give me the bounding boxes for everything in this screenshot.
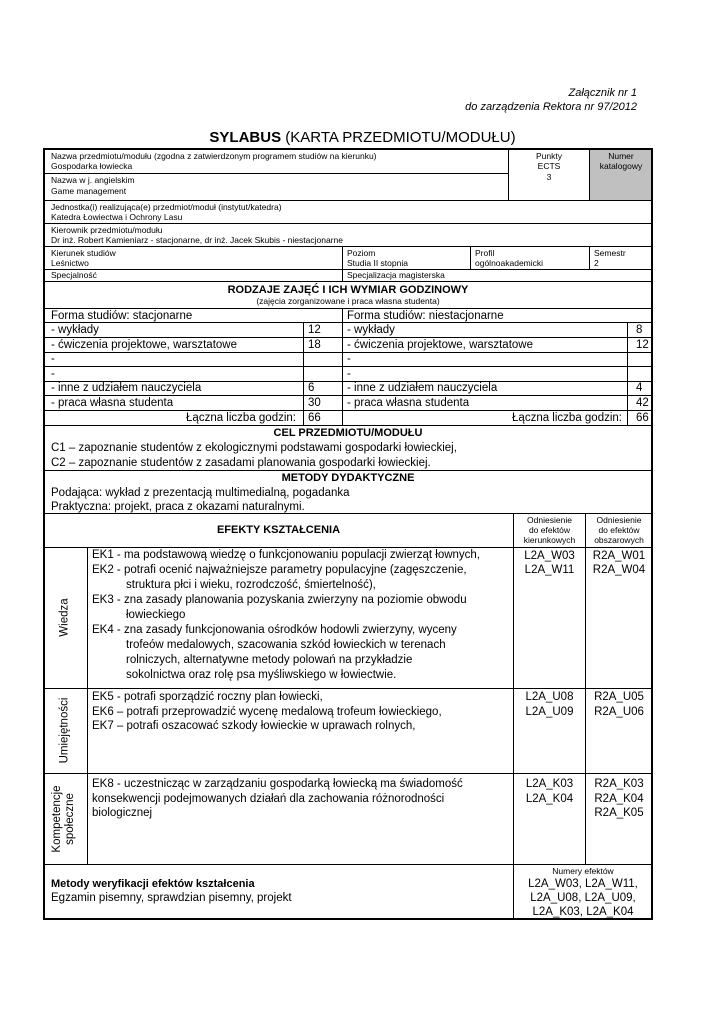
line (44, 173, 508, 174)
line (44, 281, 652, 282)
annex-line-1: Załącznik nr 1 (568, 87, 637, 99)
methods-line-2: Praktyczna: projekt, praca z okazami naturalnymi. (51, 501, 305, 513)
goal-c2: C2 – zapoznanie studentów z zasadami planowania gospodarki łowieckiej. (51, 457, 431, 469)
competence-label-1: Kompetencje (51, 785, 63, 853)
total-n: 66 (636, 412, 649, 424)
ek8a: EK8 - uczestnicząc w zarządzaniu gospodarką łowiecką ma świadomość (92, 778, 463, 790)
hours-heading: RODZAJE ZAJĘĆ I ICH WYMIAR GODZINOWY (227, 284, 469, 296)
total-label-s: Łączna liczba godzin: (186, 412, 296, 424)
line (87, 547, 88, 864)
line (44, 246, 652, 247)
page-title (0, 129, 725, 147)
hours-subheading: (zajęcia zorganizowane i praca własna studenta) (256, 296, 440, 306)
hours-row-nlabel: - praca własna studenta (347, 397, 470, 409)
nonstationary-label: Forma studiów: niestacjonarne (347, 310, 504, 322)
comp-area-1: R2A_K03 (594, 778, 644, 790)
knowledge-label: Wiedza (58, 598, 71, 637)
competence-label (51, 769, 79, 869)
spec-label: Specjalność (51, 270, 97, 280)
skills-area-2: R2A_U06 (594, 706, 644, 718)
ek3a: EK3 - zna zasady planowania pozyskania zwierzyny na poziomie obwodu (92, 594, 467, 606)
ek4a: EK4 - zna zasady funkcjonowania ośrodków hodowli zwierzyny, wyceny (92, 624, 457, 636)
profile-label: Profil (475, 248, 495, 258)
goal-heading: CEL PRZEDMIOTU/MODUŁU (273, 427, 423, 439)
catalog-label-2: katalogowy (599, 161, 643, 171)
line (44, 223, 652, 224)
goal-c1: C1 – zapoznanie studentów z ekologicznymi podstawami gospodarki łowieckiej, (51, 442, 457, 454)
line (44, 864, 652, 865)
ek2a: EK2 - potrafi ocenić najważniejsze parametry populacyjne (zagęszczenie, (92, 564, 467, 576)
ref-area-3: obszarowych (594, 535, 644, 545)
ek4c: rolniczych, alternatywne metody polowań na przykładzie (126, 654, 413, 666)
field-value: Leśnictwo (51, 258, 89, 268)
comp-area-2: R2A_K04 (594, 793, 644, 805)
hours-row-label: - (51, 353, 55, 365)
unit-value: Katedra Łowiectwa i Ochrony Lasu (51, 212, 183, 222)
stationary-label: Forma studiów: stacjonarne (51, 310, 193, 322)
line (627, 322, 628, 425)
ref-dir-2: do efektów (528, 525, 571, 535)
comp-area-3: R2A_K05 (594, 807, 644, 819)
skills-dir-2: L2A_U09 (525, 706, 574, 718)
hours-row-n: 8 (636, 324, 643, 336)
knowledge-area-1: R2A_W01 (592, 550, 646, 562)
ek5: EK5 - potrafi sporządzić roczny plan łowiecki, (92, 691, 323, 703)
hours-row-nlabel: - (347, 368, 351, 380)
ek8b: konsekwencji podejmowanych działań dla zachowania różnorodności (92, 793, 445, 805)
ek2b: struktura płci i wieku, rozrodczość, śmiertelność), (126, 579, 376, 591)
knowledge-dir-1: L2A_W03 (524, 550, 575, 562)
hours-row-s: 6 (308, 382, 315, 394)
hours-row-nlabel: - wykłady (347, 324, 395, 336)
skills-area-1: R2A_U05 (594, 691, 644, 703)
line (44, 200, 652, 201)
comp-dir-1: L2A_K03 (525, 778, 574, 790)
ek3b: łowieckiego (126, 609, 186, 621)
total-s: 66 (308, 412, 321, 424)
ek4d: sokolnictwa oraz rolę psa myśliwskiego w łowiectwie. (126, 669, 397, 681)
ek4b: trofeów medalowych, szacowania szkód łowieckich w terenach (126, 639, 446, 651)
semester-label: Semestr (594, 248, 626, 258)
hours-row-nlabel: - (347, 353, 351, 365)
skills-label: Umiejętności (58, 697, 71, 764)
skills-dir-1: L2A_U08 (525, 691, 574, 703)
effect-numbers-2: L2A_U08, L2A_U09, (530, 892, 636, 904)
line (303, 322, 304, 425)
ek6: EK6 – potrafi przeprowadzić wycenę medalową trofeum łowieckiego, (92, 706, 442, 718)
methods-line-1: Podająca: wykład z prezentacją multimedialną, pogadanka (51, 487, 350, 499)
subject-name-value: Gospodarka łowiecka (51, 161, 133, 171)
ek8c: biologicznej (92, 807, 153, 819)
catalog-label-1: Numer (608, 151, 634, 161)
unit-label: Jednostka(i) realizująca(e) przedmiot/moduł (instytut/katedra) (51, 202, 282, 212)
line (342, 308, 343, 425)
annex-line-2: do zarządzenia Rektora nr 97/2012 (465, 101, 637, 113)
hours-row-label: - wykłady (51, 324, 99, 336)
head-label: Kierownik przedmiotu/modułu (51, 225, 163, 235)
hours-row-label: - (51, 368, 55, 380)
hours-row-nlabel: - ćwiczenia projektowe, warsztatowe (347, 339, 533, 351)
hours-row-s: 30 (308, 397, 321, 409)
hours-row-label: - praca własna studenta (51, 397, 174, 409)
knowledge-dir-2: L2A_W11 (524, 564, 575, 576)
ects-value: 3 (546, 172, 552, 182)
head-value: Dr inż. Robert Kamieniarz - stacjonarne, dr inż. Jacek Skubis - niestacjonarne (51, 235, 343, 245)
profile-value: ogólnoakademicki (475, 258, 544, 268)
knowledge-area-2: R2A_W04 (592, 564, 646, 576)
effect-numbers-1: L2A_W03, L2A_W11, (528, 878, 638, 890)
level-label: Poziom (347, 248, 376, 258)
title-rest: (KARTA PRZEDMIOTU/MODUŁU) (285, 129, 516, 146)
ek7: EK7 – potrafi oszacować szkody łowieckie w uprawach rolnych, (92, 720, 416, 732)
hours-row-n: 42 (636, 397, 649, 409)
knowledge-effects (92, 548, 506, 683)
level-value: Studia II stopnia (347, 258, 408, 268)
annex-note (465, 86, 637, 114)
hours-row-s: 12 (308, 324, 321, 336)
methods-heading: METODY DYDAKTYCZNE (281, 472, 415, 484)
line (44, 688, 652, 689)
semester-value: 2 (594, 258, 599, 268)
ref-area-2: do efektów (598, 525, 640, 535)
spec2-label: Specjalizacja magisterska (347, 270, 445, 280)
verification-heading: Metody weryfikacji efektów kształcenia (51, 878, 255, 890)
competence-label-2: społeczne (64, 793, 76, 845)
ects-label-2: ECTS (537, 161, 561, 171)
line (44, 773, 652, 774)
line (342, 246, 343, 281)
hours-row-label: - ćwiczenia projektowe, warsztatowe (51, 339, 237, 351)
ref-dir-3: kierunkowych (523, 535, 576, 545)
hours-row-n: 4 (636, 382, 643, 394)
field-label: Kierunek studiów (51, 248, 116, 258)
effect-numbers-label: Numery efektów (552, 866, 614, 876)
effects-heading: EFEKTY KSZTAŁCENIA (216, 524, 341, 536)
ek1: EK1 - ma podstawową wiedzę o funkcjonowaniu populacji zwierząt łownych, (92, 549, 481, 561)
effect-numbers-3: L2A_K03, L2A_K04 (532, 906, 634, 918)
subject-name-label: Nazwa przedmiotu/modułu (zgodna z zatwierdzonym programem studiów na kierunku) (51, 151, 377, 161)
hours-row-n: 12 (636, 339, 649, 351)
title-bold: SYLABUS (209, 129, 282, 146)
line (470, 246, 471, 269)
ref-area-1: Odniesienie (596, 515, 642, 525)
hours-row-label: - inne z udziałem nauczyciela (51, 382, 202, 394)
subject-en-label: Nazwa w j. angielskim (51, 175, 135, 185)
subject-en-value: Game management (51, 186, 127, 196)
comp-dir-2: L2A_K04 (525, 793, 574, 805)
total-label-n: Łączna liczba godzin: (512, 412, 622, 424)
hours-row-s: 18 (308, 339, 321, 351)
ects-label-1: Punkty (536, 151, 562, 161)
verification-value: Egzamin pisemny, sprawdzian pisemny, projekt (51, 892, 292, 904)
hours-row-nlabel: - inne z udziałem nauczyciela (347, 382, 498, 394)
line (589, 246, 590, 269)
ref-dir-1: Odniesienie (527, 515, 572, 525)
